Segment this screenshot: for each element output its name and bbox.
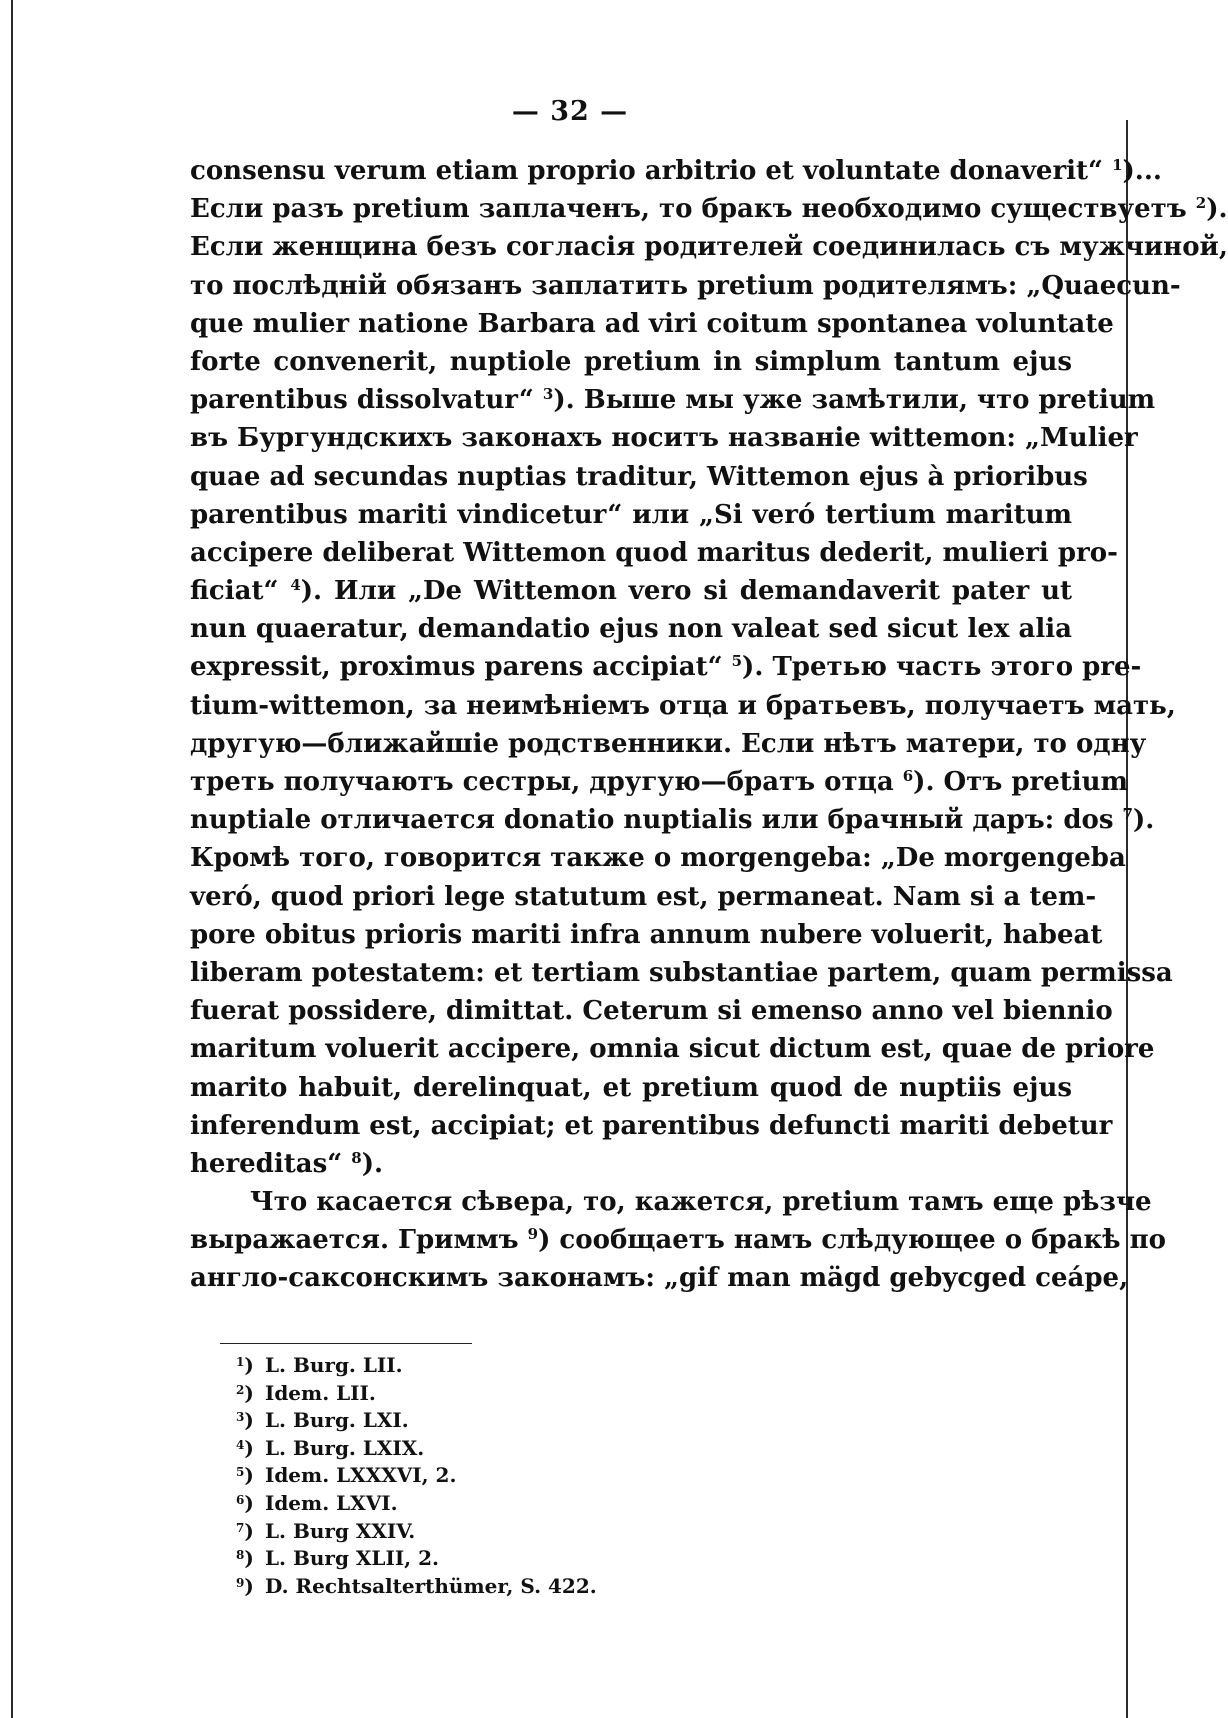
text-line: marito habuit, derelinquat, et pretium quod de nuptiis ejus bbox=[190, 1072, 1072, 1103]
text-line: tium-wittemon, за неимѣніемъ отца и братьевъ, получаетъ мать, bbox=[190, 690, 1176, 721]
text-line: forte convenerit, nuptiole pretium in simplum tantum ejus bbox=[190, 346, 1072, 377]
text-line: liberam potestatem: et tertiam substantiae partem, quam permissa bbox=[190, 957, 1173, 988]
page-number: — 32 — bbox=[511, 96, 629, 127]
footnote: $^9$) D. Rechtsalterthümer, S. 422. bbox=[236, 1573, 597, 1598]
page-edge-right bbox=[1126, 120, 1128, 1718]
text-line: hereditas“ $^8$). bbox=[190, 1148, 384, 1179]
text-line: nuptiale отличается donatio nuptialis или брачный даръ: dos $^7$). bbox=[190, 805, 1155, 836]
footnote: $^1$) L. Burg. LII. bbox=[236, 1353, 403, 1377]
body-text bbox=[190, 152, 1228, 1298]
footnote: $^6$) Idem. LXVI. bbox=[236, 1490, 398, 1515]
page-edge-left bbox=[11, 0, 13, 1718]
text-line: fuerat possidere, dimittat. Ceterum si emenso anno vel biennio bbox=[190, 996, 1113, 1027]
text-line: въ Бургундскихъ законахъ носитъ названіе wittemon: „Mulier bbox=[190, 423, 1138, 454]
text-line: другую—ближайшіе родственники. Если нѣтъ матери, то одну bbox=[190, 728, 1147, 759]
footnote: $^4$) L. Burg. LXIX. bbox=[236, 1435, 425, 1460]
text-line: Если женщина безъ согласія родителей соединилась съ мужчиной, bbox=[190, 232, 1228, 263]
footnote: $^2$) Idem. LII. bbox=[236, 1380, 376, 1405]
footnote: $^3$) L. Burg. LXI. bbox=[236, 1408, 409, 1433]
text-line: ficiat“ $^4$). Или „De Wittemon vero si demandaverit pater ut bbox=[190, 576, 1072, 607]
text-line: nun quaeratur, demandatio ejus non valeat sed sicut lex alia bbox=[190, 614, 1072, 645]
footnotes bbox=[236, 1352, 836, 1600]
text-line: то послѣдній обязанъ заплатить pretium родителямъ: „Quaecun- bbox=[190, 270, 1181, 301]
text-line: consensu verum etiam proprio arbitrio et voluntate donaverit“ $^1$)... bbox=[190, 156, 1162, 186]
text-line: parentibus mariti vindicetur“ или „Si veró tertium maritum bbox=[190, 499, 1072, 530]
text-line: que mulier natione Barbara ad viri coitum spontanea voluntate bbox=[190, 308, 1114, 339]
text-line: Если разъ pretium заплаченъ, то бракъ необходимо существуетъ $^2$). bbox=[190, 194, 1228, 225]
text-line: accipere deliberat Wittemon quod maritus dederit, mulieri pro- bbox=[190, 537, 1118, 568]
text-line: выражается. Гриммъ $^9$) сообщаетъ намъ слѣдующее о бракѣ по bbox=[190, 1225, 1166, 1256]
text-line: inferendum est, accipiat; et parentibus defuncti mariti debetur bbox=[190, 1110, 1113, 1141]
text-line: quae ad secundas nuptias traditur, Wittemon ejus à prioribus bbox=[190, 461, 1088, 492]
text-line: maritum voluerit accipere, omnia sicut dictum est, quae de priore bbox=[190, 1034, 1155, 1065]
text-line: parentibus dissolvatur“ $^3$). Выше мы уже замѣтили, что pretium bbox=[190, 385, 1156, 416]
footnote-separator bbox=[220, 1343, 472, 1344]
text-line: Что касается сѣвера, то, кажется, pretium тамъ еще рѣзче bbox=[250, 1187, 1152, 1218]
text-line: expressit, proximus parens accipiat“ $^5$). Третью часть этого pre- bbox=[190, 652, 1142, 683]
text-line: veró, quod priori lege statutum est, permaneat. Nam si a tem- bbox=[190, 881, 1097, 912]
text-line: Кромѣ того, говорится также о morgengeba: „De morgengeba bbox=[190, 843, 1126, 874]
footnote: $^7$) L. Burg XXIV. bbox=[236, 1518, 416, 1543]
footnote: $^8$) L. Burg XLII, 2. bbox=[236, 1546, 439, 1571]
text-line: pore obitus prioris mariti infra annum nubere voluerit, habeat bbox=[190, 919, 1103, 950]
text-line: треть получаютъ сестры, другую—братъ отца $^6$). Отъ pretium bbox=[190, 767, 1129, 797]
text-line: англо-саксонскимъ законамъ: „gif man mägd gebycged ceápe, bbox=[190, 1263, 1129, 1294]
footnote: $^5$) Idem. LXXXVI, 2. bbox=[236, 1463, 457, 1488]
